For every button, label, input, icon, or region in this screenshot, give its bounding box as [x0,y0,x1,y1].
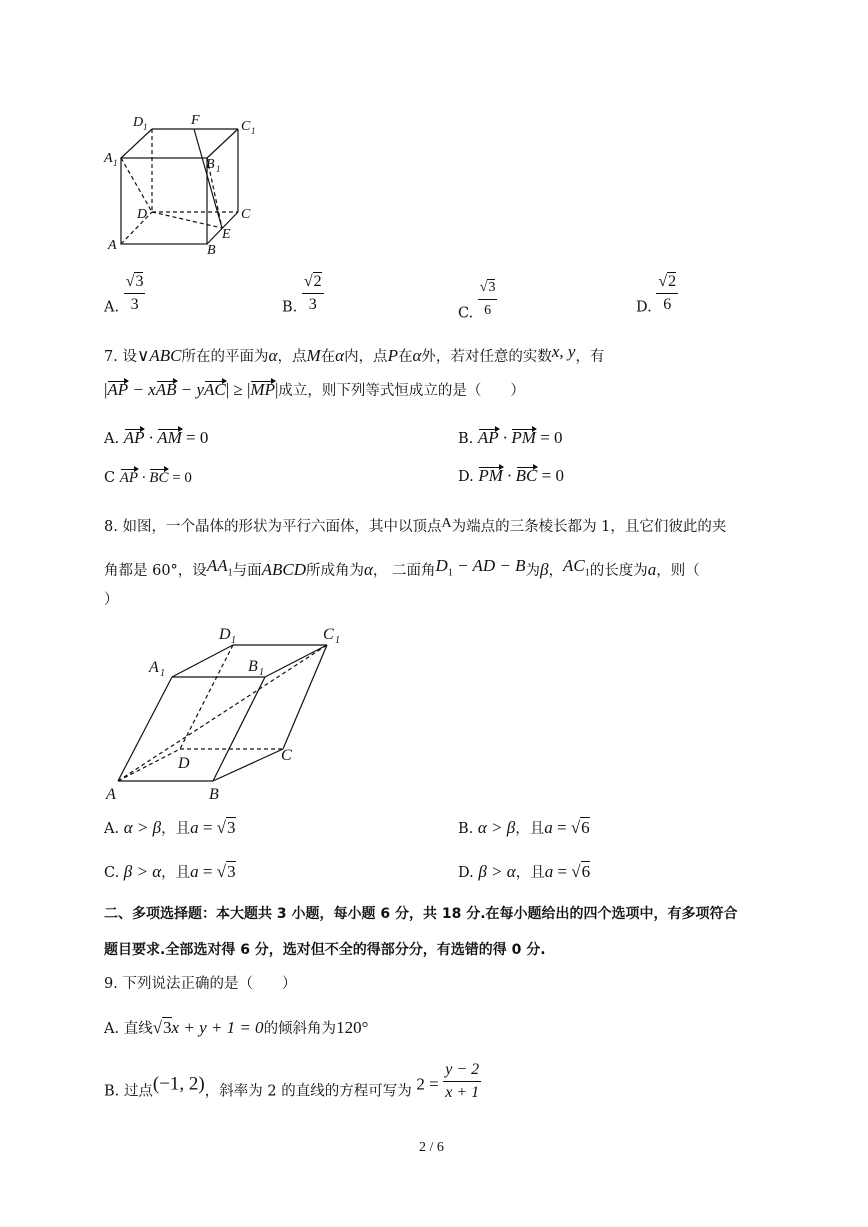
svg-text:B: B [209,786,219,803]
svg-text:E: E [222,227,231,242]
svg-text:1: 1 [216,164,221,174]
svg-text:D: D [137,207,148,222]
q7-option-a[interactable]: A. AP · AM = 0 [104,428,209,447]
q8-stem-line3: ） [104,592,119,608]
q9-option-b[interactable]: B. 过点(−1, 2)，斜率为 2 的直线的方程可写为 2 = $\frac{y - 2}{x + 1}$ [104,1061,480,1101]
q7-condition: |AP − xAB − yAC| ≥ |MP|成立，则下列等式恒成立的是（ ） [104,380,525,399]
svg-text:C: C [281,747,292,764]
q7-stem-line1: 7. 设∨ABC所在的平面为α，点M在α内，点P在α外，若对任意的实数x, y，有 [104,342,605,365]
q7-option-b[interactable]: B. AP · PM = 0 [458,428,563,447]
q6-option-c[interactable]: C. $\frac{√3}{6}$ [458,280,496,322]
q7-option-c[interactable]: C AP · BC = 0 [104,470,192,486]
svg-text:B: B [248,658,258,675]
section2-heading-line1: 二、多项选择题：本大题共 3 小题，每小题 6 分，共 18 分.在每小题给出的四个选项中，有多项符合 [104,906,738,922]
svg-text:A: A [106,786,116,803]
q9-stem: 9. 下列说法正确的是（ ） [104,976,297,992]
q6-option-b[interactable]: B. $\frac{√2}{3}$ [282,273,322,316]
svg-text:A: A [108,238,117,253]
q8-stem-line1: 8. 如图，一个晶体的形状为平行六面体，其中以顶点A为端点的三条棱长都为 1，且它们彼此的夹 [104,516,727,535]
svg-text:1: 1 [259,667,264,678]
svg-text:1: 1 [160,668,165,679]
label-D1: D [133,115,144,130]
svg-text:C: C [241,119,251,134]
cube-figure [100,108,280,258]
svg-text:A: A [149,659,159,676]
svg-text:1: 1 [335,635,340,646]
svg-text:C: C [241,207,251,222]
svg-text:A: A [104,151,113,166]
q6-option-d[interactable]: D. $\frac{√2}{6}$ [636,273,677,316]
svg-text:1: 1 [251,126,256,136]
svg-text:B: B [206,157,215,172]
svg-text:D: D [178,755,190,772]
q8-option-a[interactable]: A. α > β，且a = √3 [104,818,236,837]
svg-text:D: D [219,626,231,643]
svg-text:F: F [191,113,200,128]
page-number: 2 / 6 [419,1140,444,1155]
svg-text:C: C [323,626,334,643]
parallelepiped-figure [100,622,360,804]
svg-text:1: 1 [143,122,148,132]
q8-option-b[interactable]: B. α > β，且a = √6 [458,818,590,837]
svg-text:B: B [207,243,216,258]
q9-option-a[interactable]: A. 直线√3x + y + 1 = 0的倾斜角为120° [104,1018,369,1037]
section2-heading-line2: 题目要求.全部选对得 6 分，选对但不全的得部分分，有选错的得 0 分. [104,942,546,958]
svg-text:1: 1 [113,158,118,168]
q8-option-d[interactable]: D. β > α，且a = √6 [458,862,591,881]
q7-option-d[interactable]: D. PM · BC = 0 [458,466,564,485]
q6-option-a[interactable]: A. $\frac{√3}{3}$ [104,273,144,316]
q8-option-c[interactable]: C. β > α，且a = √3 [104,862,236,881]
q8-stem-line2: 角都是 60°，设$AA_1$与面ABCD所成角为α， 二面角$D_1$ − AD − B为β，$AC_1$的长度为a，则（ [104,556,700,579]
svg-text:1: 1 [231,635,236,646]
